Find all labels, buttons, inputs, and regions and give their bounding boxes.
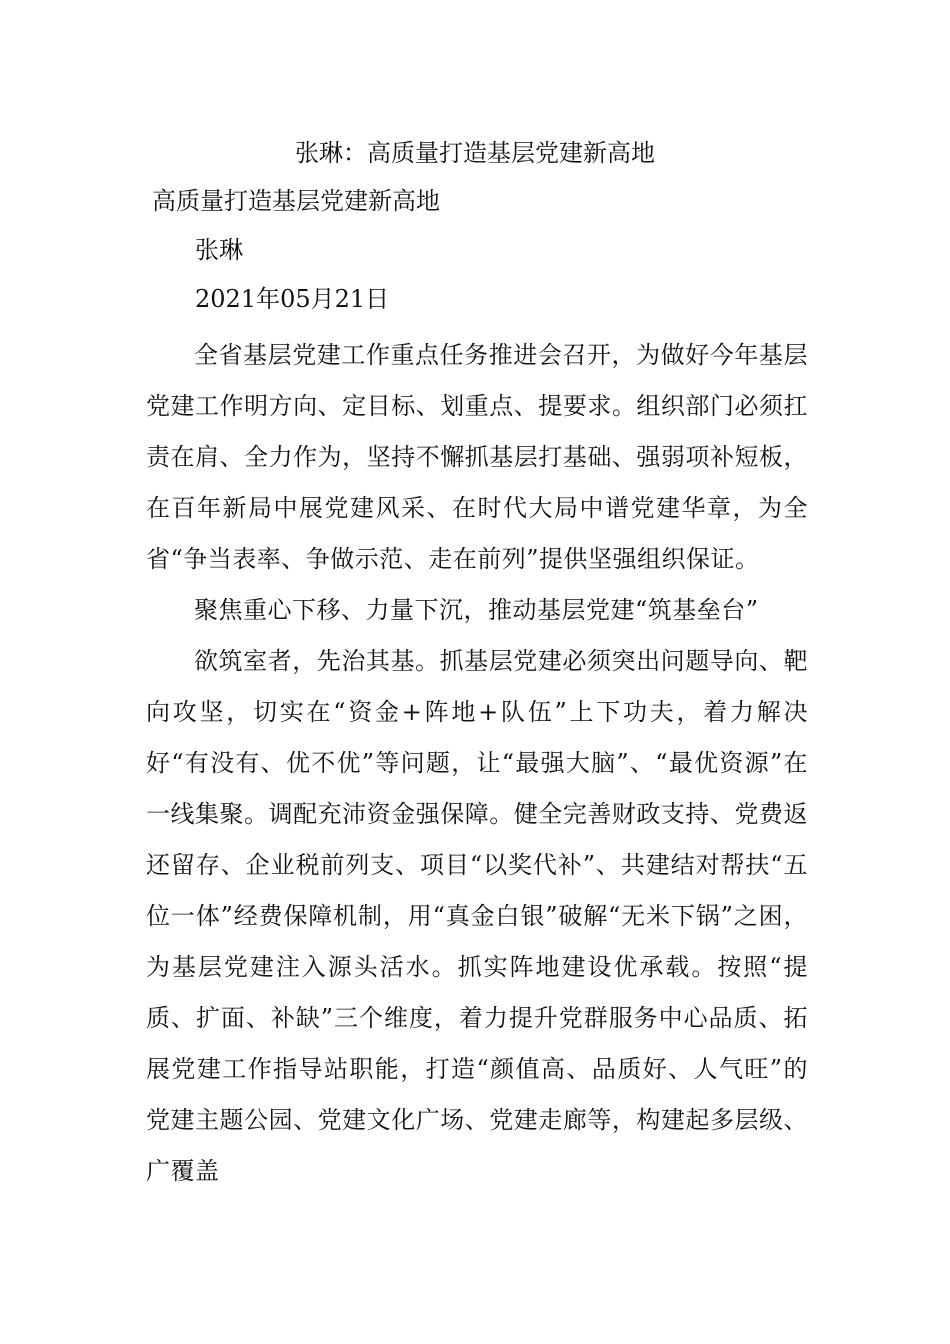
paragraph: 欲筑室者，先治其基。抓基层党建必须突出问题导向、靶向攻坚，切实在“资金+阵地+队伍”上下功夫，着力解决好“有没有、优不优”等问题，让“最强大脑”、“最优资源”在一线集聚。调配充沛资金强保障。健全完善财政支持、党费返还留存、企业税前列支、项目“以奖代补”、共建结对帮扶“五位一体”经费保障机制，用“真金白银”破解“无米下锅”之困，为基层党建注入源头活水。抓实阵地建设优承载。按照“提质、扩面、补缺”三个维度，着力提升党群服务中心品质、拓展党建工作指导站职能，打造“颜值高、品质好、人气旺”的党建主题公园、党建文化广场、党建走廊等，构建起多层级、广覆盖 [146,647,808,1185]
paragraph: 全省基层党建工作重点任务推进会召开，为做好今年基层党建工作明方向、定目标、划重点、提要求。组织部门必须扛责在肩、全力作为，坚持不懈抓基层打基础、强弱项补短板，在百年新局中展党建风采、在时代大局中谱党建华章，为全省“争当表率、争做示范、走在前列”提供坚强组织保证。 [146,341,808,573]
article-body [146,330,808,1197]
section-heading: 聚焦重心下移、力量下沉，推动基层党建“筑基垒台” [194,596,759,624]
publish-date: 2021年05月21日 [195,285,390,313]
document-subtitle: 高质量打造基层党建新高地 [152,187,440,215]
document-title: 张琳：高质量打造基层党建新高地 [295,139,655,167]
author-name: 张琳 [195,236,243,264]
